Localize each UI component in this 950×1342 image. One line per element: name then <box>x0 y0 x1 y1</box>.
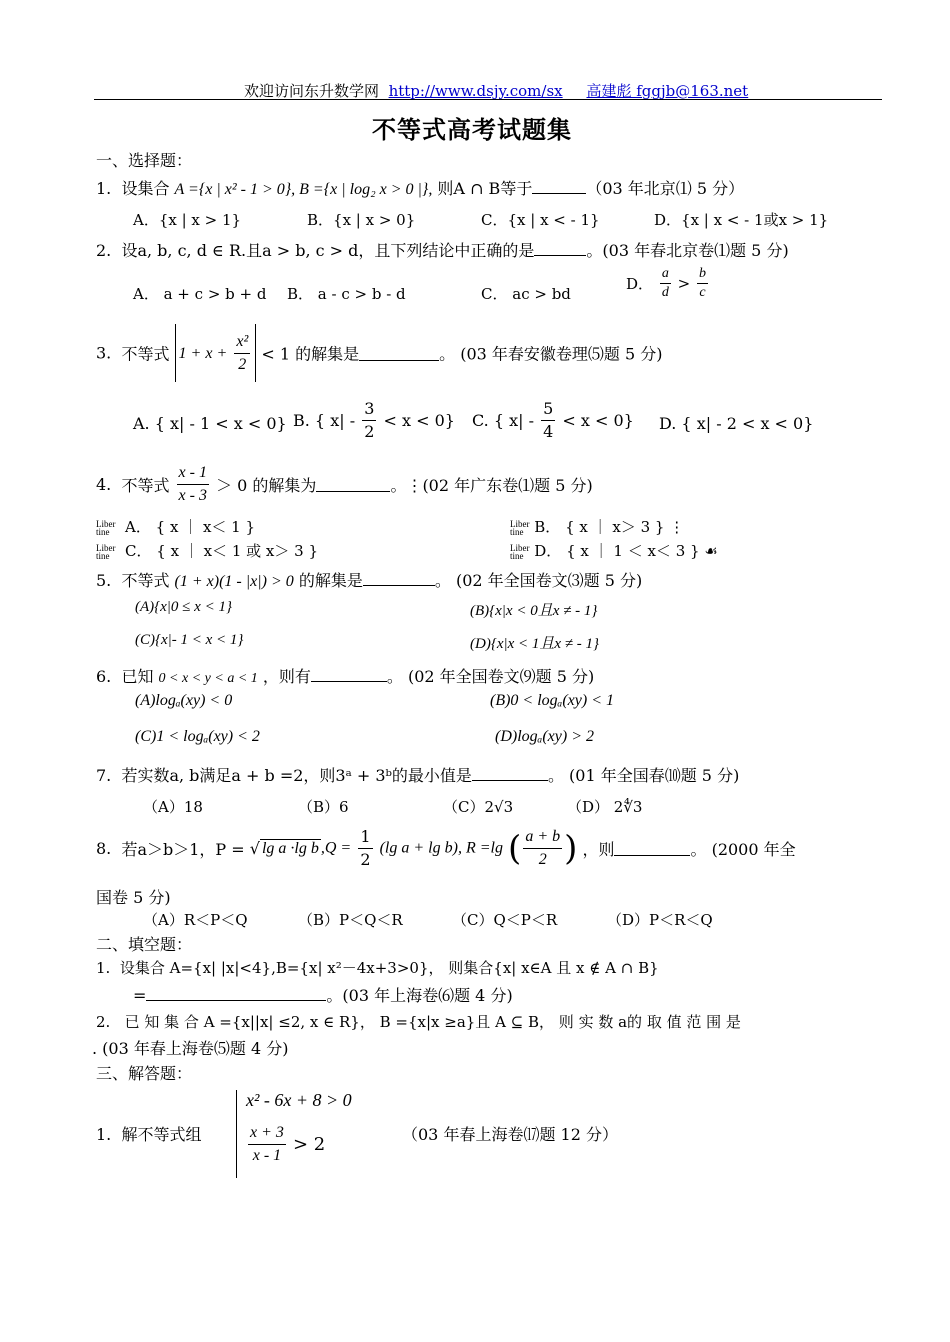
header-rule <box>94 99 882 100</box>
answer-blank[interactable] <box>359 346 439 361</box>
answer-question-1-source: （03 年春上海卷⒄题 12 分） <box>402 1125 618 1144</box>
q8-option-c: （C）Q＜P＜R <box>452 911 558 929</box>
question-1: 1. 设集合 A ={x | x² - 1 > 0}, B ={x | log₂ x > 0 |}, 则A ∩ B等于 （03 年北京⑴ 5 分） <box>96 179 745 198</box>
q3-option-c: C. { x| - $\frac{5}{4}$ < x < 0} <box>472 399 634 441</box>
system-line-2: $\frac{x + 3}{x - 1}$ > 2 <box>250 1124 326 1164</box>
q1-option-a: A．{x | x > 1} <box>133 211 242 229</box>
q5-option-d: (D){x|x < 1且x ≠ - 1} <box>470 636 600 652</box>
q7-option-a: （A）18 <box>143 798 203 816</box>
question-5: 5. 不等式 (1 + x)(1 - |x|) > 0 的解集是 。 (02 年全国卷文⑶题 5 分) <box>96 571 643 590</box>
q4-option-b: Liber tine B． { x ｜ x＞ 3 } ⋮ <box>510 518 685 537</box>
answer-blank[interactable] <box>363 571 435 586</box>
question-6: 6. 已知 0 < x < y < a < 1 ，则有 。 (02 年全国卷文⑼题 5 分) <box>96 667 595 686</box>
section-fill: 二、填空题： <box>96 935 193 954</box>
q8-option-a: （A）R＜P＜Q <box>143 911 248 929</box>
answer-blank[interactable] <box>614 841 690 856</box>
q4-option-c: Liber tine C． { x ｜ x＜ 1 或 x＞ 3 } <box>96 542 318 561</box>
question-4: 4. 不等式 $\frac{x - 1}{x - 3}$ ＞ 0 的解集为 。⋮(02 年广东卷⑴题 5 分) <box>96 464 593 504</box>
q7-option-b: （B）6 <box>298 798 349 816</box>
q1-option-b: B．{x | x > 0} <box>307 211 416 229</box>
answer-blank[interactable] <box>532 179 586 194</box>
q1-option-c: C．{x | x < - 1} <box>481 211 600 229</box>
q8-source-cont: 国卷 5 分) <box>96 888 171 907</box>
q5-option-a: (A){x|0 ≤ x < 1} <box>135 599 232 615</box>
q8-option-b: （B）P＜Q＜R <box>298 911 403 929</box>
page-title: 不等式高考试题集 <box>372 116 572 144</box>
answer-blank[interactable] <box>316 477 390 492</box>
q5-option-b: (B){x|x < 0且x ≠ - 1} <box>470 603 598 619</box>
fill-question-2: 2. 已 知 集 合 A ={x||x| ≤2, x ∈ R}， B ={x|x ≥a}且 A ⊆ B， 则 实 数 a的 取 值 范 围 是 <box>96 1013 741 1031</box>
q7-option-c: （C）2√3 <box>443 798 514 816</box>
author-link[interactable]: 高建彪 fggjb@163.net <box>586 82 749 100</box>
q2-option-b: B． a - c > b - d <box>287 285 406 303</box>
q7-option-d: （D） 2∜3 <box>567 798 643 816</box>
section-choice: 一、选择题： <box>96 151 193 170</box>
q5-option-c: (C){x|- 1 < x < 1} <box>135 632 244 648</box>
q6-option-d: (D)logₐ(xy) > 2 <box>495 728 594 745</box>
system-line-1: x² - 6x + 8 > 0 <box>246 1090 352 1110</box>
answer-blank[interactable] <box>146 986 326 1001</box>
q2-option-a: A． a + c > b + d <box>133 285 267 303</box>
fill-question-1-answer: = 。(03 年上海卷⑹题 4 分) <box>133 986 513 1005</box>
answer-blank[interactable] <box>534 241 586 256</box>
q2-option-d: D． $\frac{a}{d}$ > $\frac{b}{c}$ <box>626 266 706 300</box>
q1-option-d: D．{x | x < - 1或x > 1} <box>654 211 829 229</box>
site-name: 欢迎访问东升数学网 <box>244 82 380 100</box>
answer-blank[interactable] <box>472 766 548 781</box>
question-3: 3. 不等式 1 + x + $\frac{\text{x²}}{2}$ < 1 的解集是 。 (03 年春安徽卷理⑸题 5 分) <box>96 324 662 382</box>
question-7: 7. 若实数a, b满足a + b =2，则3ᵃ + 3ᵇ的最小值是 。 (01 年全国春⑽题 5 分) <box>96 766 740 785</box>
page-header <box>244 80 748 101</box>
inequality-system-brace <box>236 1090 237 1178</box>
question-2: 2. 设a, b, c, d ∈ R.且a > b, c > d，且下列结论中正确的是 。(03 年春北京卷⑴题 5 分) <box>96 241 789 260</box>
q2-option-c: C． ac > bd <box>481 285 571 303</box>
fill-question-1: 1. 设集合 A={x| |x|<4},B={x| x²－4x+3>0}， 则集合{x| x∈A 且 x ∉ A ∩ B} <box>96 959 659 977</box>
q3-option-d: D. { x| - 2 < x < 0} <box>659 414 814 433</box>
q4-option-d: Liber tine D． { x ｜ 1 ＜ x＜ 3 } ☙ <box>510 542 718 561</box>
fill-question-2-source: . (03 年春上海卷⑸题 4 分) <box>92 1039 289 1058</box>
q4-option-a: Liber tine A． { x ｜ x＜ 1 } <box>96 518 256 537</box>
q6-option-a: (A)logₐ(xy) < 0 <box>135 692 233 709</box>
section-answer: 三、解答题： <box>96 1064 193 1083</box>
q3-option-a: A. { x| - 1 < x < 0} <box>133 414 287 433</box>
site-link[interactable]: http://www.dsjy.com/sx <box>388 82 563 100</box>
question-8: 8. 若a＞b＞1，P = √ lg a ·lg b ,Q = $\frac{1}{2}$ (lg a + lg b), R =lg ( $\frac{a + b}{2}$ ) ，则 。 (2000 年全 <box>96 827 796 869</box>
q6-option-c: (C)1 < logₐ(xy) < 2 <box>135 728 260 745</box>
answer-question-1: 1. 解不等式组 <box>96 1125 202 1144</box>
q6-option-b: (B)0 < logₐ(xy) < 1 <box>490 692 615 709</box>
q3-option-b: B. { x| - $\frac{3}{2}$ < x < 0} <box>293 399 455 441</box>
q8-option-d: （D）P＜R＜Q <box>607 911 713 929</box>
answer-blank[interactable] <box>311 667 387 682</box>
